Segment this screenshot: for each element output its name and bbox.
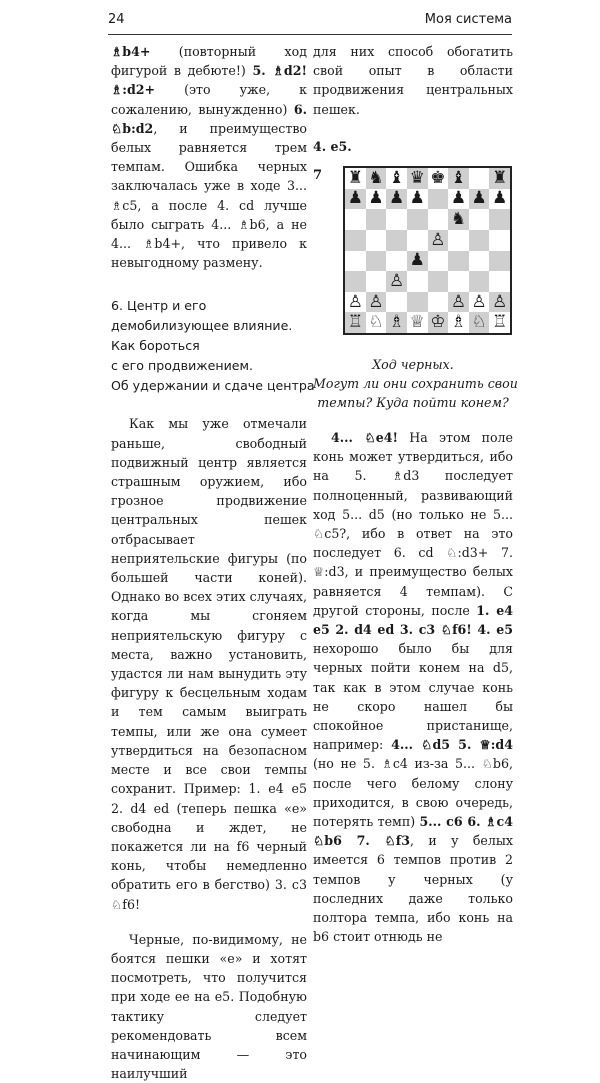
chess-piece-icon: ♕ — [409, 312, 425, 333]
diagram-caption: Ход черных. Могут ли они сохранить свои темпы? Куда пойти конем? — [313, 357, 518, 411]
page-header — [108, 8, 512, 35]
chess-piece-icon: ♚ — [430, 167, 446, 188]
board-square — [407, 189, 428, 210]
chess-board — [343, 166, 512, 335]
board-square — [366, 292, 387, 313]
paragraph: ♗b4+ (повторный ход фигурой в дебюте!) 5. ♗d2! ♗:d2+ (это уже, к сожалению, вынужденно) 6. ♘b:d2, и преимущество белых равняется трем темпам. Ошибка черных заключалась уже в ходе 3... ♗c5, а после 4. cd лучше было сыграть 4... ♗b6, а не 4... ♗b4+, что привело к невыгодному размену. — [111, 44, 308, 271]
board-square — [489, 230, 510, 251]
board-square — [469, 168, 490, 189]
chess-piece-icon: ♜ — [347, 167, 363, 188]
board-square — [448, 189, 469, 210]
move-line: 4. e5. — [313, 138, 352, 154]
board-square — [448, 271, 469, 292]
board-square — [366, 209, 387, 230]
board-square — [428, 312, 449, 333]
chess-piece-icon: ♟ — [388, 188, 405, 209]
chess-piece-icon: ♟ — [347, 188, 363, 209]
chess-piece-icon: ♗ — [450, 312, 467, 333]
board-square — [386, 189, 407, 210]
board-square — [366, 230, 387, 251]
board-square — [386, 209, 407, 230]
chess-piece-icon: ♟ — [471, 188, 487, 209]
paragraph: 4... ♘e4! На этом поле конь может утвердиться, ибо на 5. ♗d3 последует полноценный, развивающий ход 5... d5 (но только не 5... ♘c5?, ибо в ответ на это последует 6. cd ♘:d3+ 7. ♕:d3, и преимущество белых равняется 4 темпам). С другой стороны, после 1. e4 e5 2. d4 ed 3. c3 ♘f6! 4. e5 нехорошо было бы для черных пойти конем на d5, так как в этом случае конь не скоро нашел бы спокойное пристанище, например: 4... ♘d5 5. ♕:d4 (но не 5. ♗c4 из-за 5... ♘b6, после чего белому слону приходится, в свою очередь, потерять темп) 5... c6 6. ♗c4 ♘b6 7. ♘f3, и у белых имеется 6 темпов против 2 темпов у черных (у последних даже только полтора темпа, ибо конь на b6 стоит отнюдь не — [313, 430, 513, 945]
board-square — [345, 168, 366, 189]
chess-piece-icon: ♘ — [368, 312, 384, 333]
board-square — [366, 271, 387, 292]
board-square — [428, 292, 449, 313]
board-square — [448, 168, 469, 189]
chess-piece-icon: ♞ — [368, 167, 384, 188]
board-square — [407, 251, 428, 272]
running-title: Моя система — [424, 12, 512, 27]
left-column — [111, 42, 315, 1083]
board-square — [469, 209, 490, 230]
paragraph: Черные, по-видимому, не боятся пешки «е» и хотят посмотреть, что получится при ходе ее на e5. Подобную тактику следует рекомендовать всем начинающим — это наилучший — [111, 931, 307, 1082]
board-square — [469, 251, 490, 272]
chess-piece-icon: ♟ — [492, 188, 508, 209]
board-square — [469, 312, 490, 333]
board-square — [345, 312, 366, 333]
board-square — [386, 251, 407, 272]
board-square — [489, 209, 510, 230]
board-square — [407, 230, 428, 251]
right-column — [313, 42, 518, 947]
paragraph: для них способ обогатить свой опыт в области продвижения центральных пешек. — [313, 44, 513, 117]
chess-piece-icon: ♙ — [368, 291, 384, 312]
chess-piece-icon: ♘ — [471, 312, 487, 333]
board-square — [489, 312, 510, 333]
board-square — [448, 230, 469, 251]
board-square — [489, 251, 510, 272]
chess-piece-icon: ♙ — [471, 291, 487, 312]
chess-piece-icon: ♝ — [388, 167, 405, 188]
board-square — [489, 292, 510, 313]
board-square — [407, 168, 428, 189]
board-square — [469, 271, 490, 292]
page-number: 24 — [108, 12, 125, 27]
board-square — [386, 271, 407, 292]
chess-piece-icon: ♛ — [409, 167, 425, 188]
chess-piece-icon: ♝ — [450, 167, 467, 188]
board-square — [448, 209, 469, 230]
chess-piece-icon: ♜ — [492, 167, 508, 188]
board-square — [428, 251, 449, 272]
chess-piece-icon: ♟ — [409, 250, 425, 271]
board-square — [469, 230, 490, 251]
board-square — [428, 168, 449, 189]
board-square — [428, 209, 449, 230]
paragraph: Как мы уже отмечали раньше, свободный подвижный центр является страшным оружием, ибо грозное продвижение центральных пешек отбрасывает неприятельские фигуры (по большей части коней). Однако во всех этих случаях, когда мы сгоняем неприятельскую фигуру с места, важно установить, удастся ли нам вынудить эту фигуру к бесцельным ходам и тем самым выиграть темпы, или же она сумеет утвердиться на безопасном месте и все свои темпы сохранит. Пример: 1. e4 e5 2. d4 ed (теперь пешка «е» свободна и ждет, не покажется ли на f6 черный конь, чтобы немедленно обратить его в бегство) 3. c3 ♘f6! — [111, 416, 307, 912]
section-heading: 6. Центр и его демобилизующее влияние. Как бороться с его продвижением. Об удержании и сдаче центра — [111, 298, 315, 394]
board-square — [407, 292, 428, 313]
board-square — [345, 189, 366, 210]
board-square — [345, 230, 366, 251]
chess-diagram — [313, 166, 513, 335]
board-square — [448, 251, 469, 272]
board-square — [386, 292, 407, 313]
board-square — [345, 271, 366, 292]
chess-piece-icon: ♟ — [409, 188, 425, 209]
board-square — [428, 230, 449, 251]
chess-piece-icon: ♙ — [347, 291, 363, 312]
chess-piece-icon: ♔ — [430, 312, 446, 333]
board-square — [469, 189, 490, 210]
board-square — [489, 168, 510, 189]
chess-piece-icon: ♗ — [388, 312, 405, 333]
board-square — [469, 292, 490, 313]
board-square — [345, 251, 366, 272]
board-square — [366, 189, 387, 210]
chess-piece-icon: ♙ — [450, 291, 467, 312]
board-square — [386, 168, 407, 189]
board-square — [428, 189, 449, 210]
chess-piece-icon: ♙ — [492, 291, 508, 312]
board-square — [345, 292, 366, 313]
chess-piece-icon: ♟ — [368, 188, 384, 209]
diagram-number: 7 — [313, 168, 323, 184]
board-square — [448, 312, 469, 333]
chess-piece-icon: ♞ — [450, 209, 467, 230]
board-square — [386, 230, 407, 251]
board-square — [407, 271, 428, 292]
chess-piece-icon: ♙ — [430, 229, 446, 250]
board-square — [366, 312, 387, 333]
board-square — [407, 209, 428, 230]
board-square — [366, 251, 387, 272]
board-square — [428, 271, 449, 292]
chess-piece-icon: ♟ — [450, 188, 467, 209]
board-square — [489, 189, 510, 210]
board-square — [366, 168, 387, 189]
board-square — [448, 292, 469, 313]
chess-piece-icon: ♖ — [492, 312, 508, 333]
board-square — [345, 209, 366, 230]
board-square — [386, 312, 407, 333]
board-square — [489, 271, 510, 292]
board-square — [407, 312, 428, 333]
chess-piece-icon: ♙ — [388, 270, 405, 291]
chess-piece-icon: ♖ — [347, 312, 363, 333]
